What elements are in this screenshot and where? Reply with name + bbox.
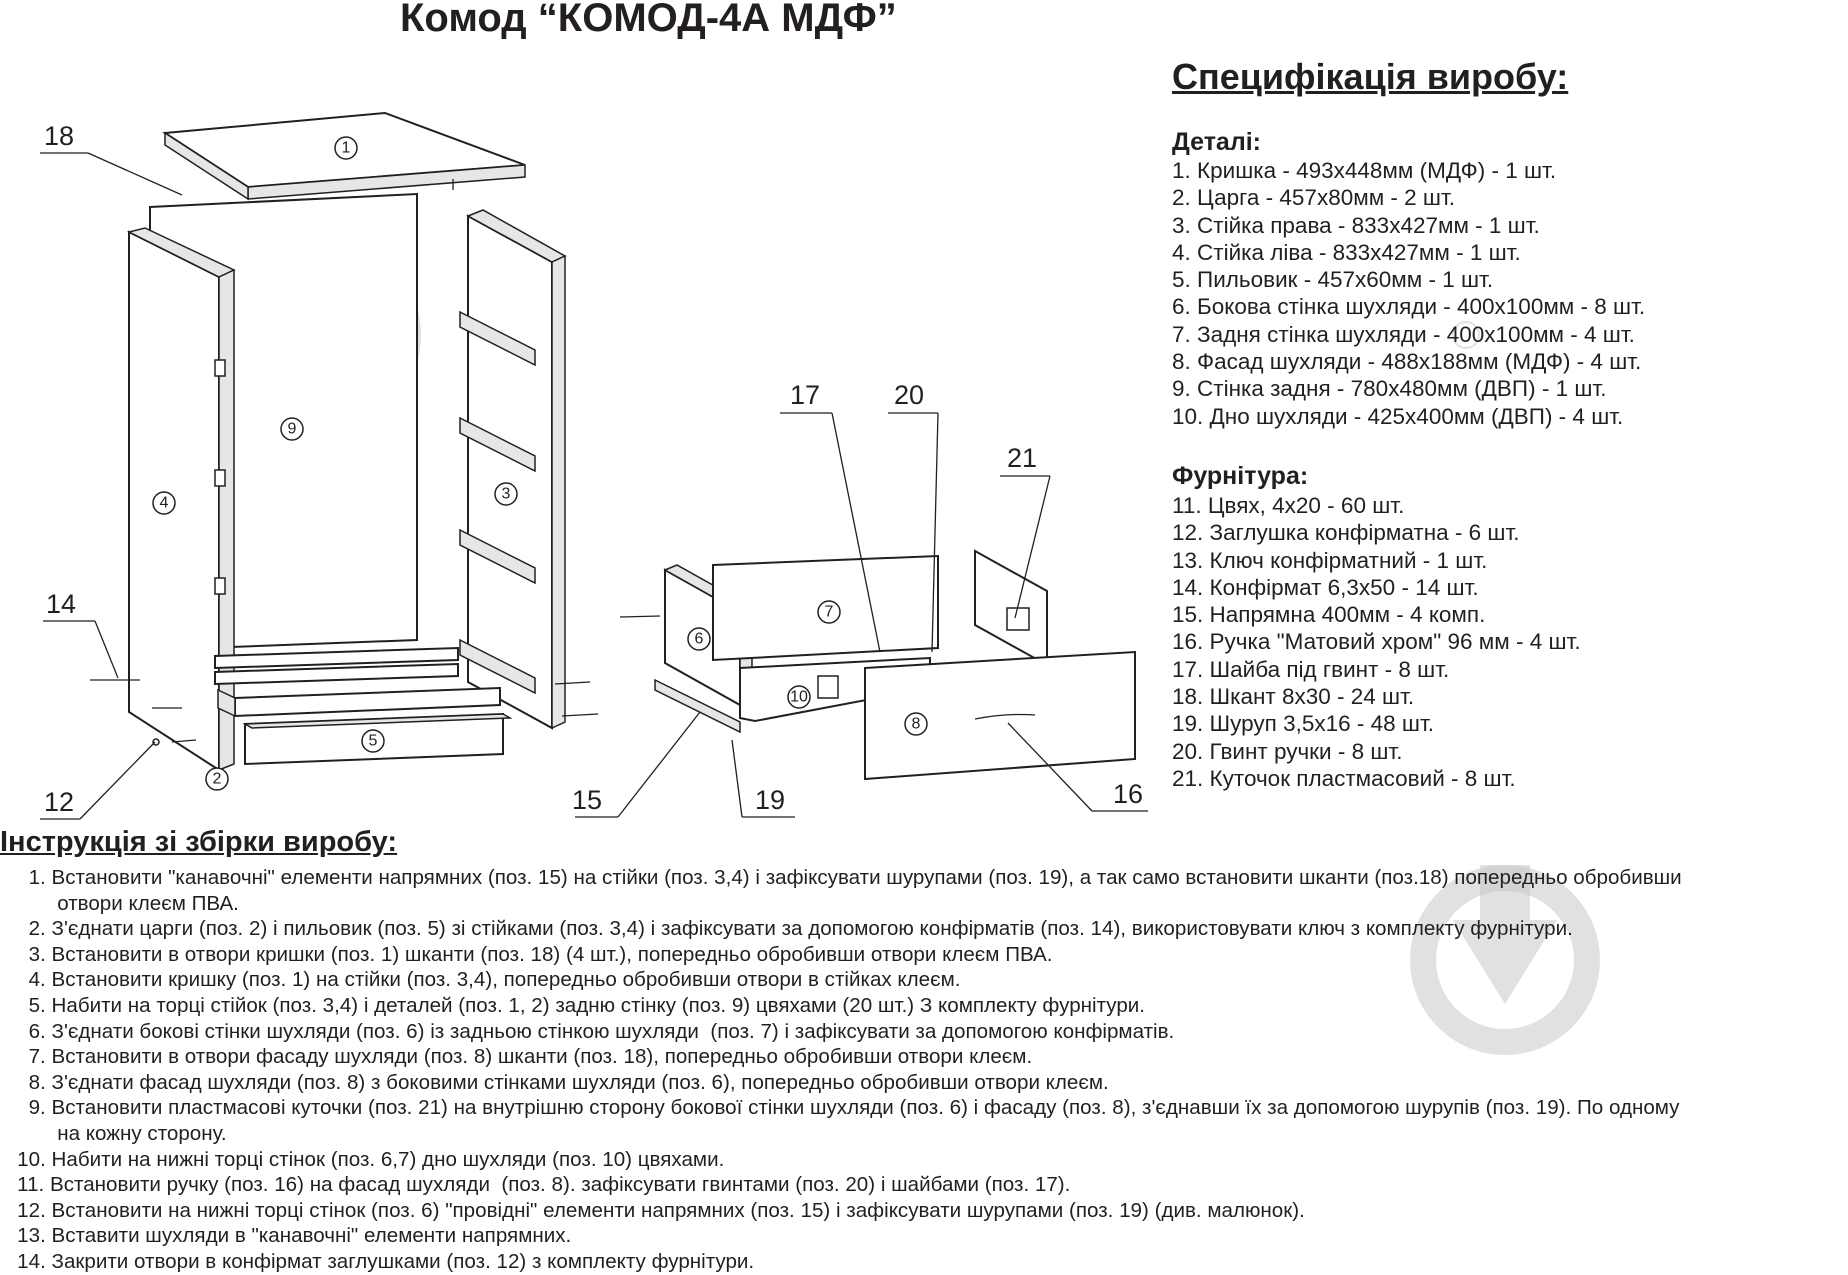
instruction-step: 3. Встановити в отвори кришки (поз. 1) шканти (поз. 18) (4 шт.), попередньо обробивши отвори клеєм ПВА. [0,942,1053,966]
hardware-item: 18. Шкант 8х30 - 24 шт. [1172,684,1415,710]
hardware-item: 15. Напрямна 400мм - 4 комп. [1172,602,1486,628]
part-number-7: 7 [824,603,834,621]
details-heading: Деталі: [1172,128,1261,156]
part-left-side [129,228,234,770]
instruction-step: 1. Встановити "канавочні" елементи напрямних (поз. 15) на стійки (поз. 3,4) і зафіксувати шурупами (поз. 19), а так само встановити шканти (поз.18) попередньо обробивши [0,866,1682,889]
document-title: Комод “КОМОД-4А МДФ” [400,0,897,40]
callout-18: 18 [44,121,75,151]
callout-14: 14 [46,589,77,619]
callout-12: 12 [44,787,75,817]
hardware-item: 14. Конфірмат 6,3х50 - 14 шт. [1172,574,1479,600]
part-right-side [468,210,565,728]
instructions-heading: Інструкція зі збірки виробу: [0,826,398,858]
detail-item: 8. Фасад шухляди - 488х188мм (МДФ) - 4 шт. [1172,349,1642,375]
detail-item: 3. Стійка права - 833х427мм - 1 шт. [1172,212,1540,238]
detail-item: 6. Бокова стінка шухляди - 400х100мм - 8 шт. [1172,294,1646,320]
instruction-step: 5. Набити на торці стійок (поз. 3,4) і деталей (поз. 1, 2) задню стінку (поз. 9) цвяхами (20 шт.) З комплекту фурнітури. [0,993,1146,1017]
hardware-item: 20. Гвинт ручки - 8 шт. [1172,738,1403,764]
instruction-step: 9. Встановити пластмасові куточки (поз. 21) на внутрішню сторону бокової стінки шухляди (поз. 6) і фасаду (поз. 8), з'єднавши їх за допомогою шурупів (поз. 19). По одному [0,1096,1680,1120]
instruction-step: 12. Встановити на нижні торці стінок (поз. 6) "провідні" елементи напрямних (поз. 15) і зафіксувати шурупами (поз. 19) (див. малюнок). [0,1198,1305,1222]
details-list [1172,157,1645,430]
detail-item: 9. Стінка задня - 780х480мм (ДВП) - 1 шт. [1172,376,1607,402]
instruction-step: 11. Встановити ручку (поз. 16) на фасад шухляди (поз. 8). зафіксувати гвинтами (поз. 20) і шайбами (поз. 17). [0,1173,1071,1197]
instruction-step: 13. Вставити шухляди в "канавочні" елементи напрямних. [0,1224,572,1248]
detail-item: 2. Царга - 457х80мм - 2 шт. [1172,185,1456,211]
callout-16: 16 [1113,779,1144,809]
spec-heading: Специфікація виробу: [1172,56,1569,97]
callout-15: 15 [572,785,603,815]
hardware-item: 17. Шайба під гвинт - 8 шт. [1172,656,1450,682]
detail-item: 4. Стійка ліва - 833х427мм - 1 шт. [1172,239,1521,265]
callout-19: 19 [755,785,786,815]
detail-item: 1. Кришка - 493х448мм (МДФ) - 1 шт. [1172,158,1557,183]
callout-17: 17 [790,380,821,410]
part-number-9: 9 [287,420,297,438]
hardware-heading: Фурнітура: [1172,462,1309,490]
instructions-list [0,865,1848,1275]
detail-item: 7. Задня стінка шухляди - 400х100мм - 4 шт. [1172,321,1635,347]
part-number-6: 6 [694,630,704,648]
instruction-step: 4. Встановити кришку (поз. 1) на стійки (поз. 3,4), попередньо обробивши отвори в стійках клеєм. [0,968,961,992]
hardware-item: 16. Ручка "Матовий хром" 96 мм - 4 шт. [1172,629,1581,655]
hardware-item: 21. Куточок пластмасовий - 8 шт. [1172,765,1516,791]
hardware-list [1172,492,1581,792]
part-number-3: 3 [501,485,511,503]
instruction-step: 10. Набити на нижні торці стінок (поз. 6,7) дно шухляди (поз. 10) цвяхами. [0,1147,725,1171]
part-number-8: 8 [911,715,921,733]
hardware-item: 11. Цвях, 4х20 - 60 шт. [1172,493,1405,518]
part-rails [215,648,500,716]
hardware-item: 13. Ключ конфірматний - 1 шт. [1172,547,1488,573]
instruction-step: 6. З'єднати бокові стінки шухляди (поз. 6) із задньою стінкою шухляди (поз. 7) і зафіксувати за допомогою конфірматів. [0,1019,1175,1043]
instruction-step: на кожну сторону. [0,1121,227,1145]
part-number-1: 1 [341,139,351,157]
detail-item: 10. Дно шухляди - 425х400мм (ДВП) - 4 шт. [1172,403,1624,429]
detail-item: 5. Пильовик - 457х60мм - 1 шт. [1172,267,1494,293]
hardware-item: 12. Заглушка конфірматна - 6 шт. [1172,520,1520,546]
instruction-step: 8. З'єднати фасад шухляди (поз. 8) з боковими стінками шухляди (поз. 6), попередньо обробивши отвори клеєм. [0,1070,1109,1094]
instruction-step: 2. З'єднати царги (поз. 2) і пильовик (поз. 5) зі стійками (поз. 3,4) і зафіксувати за допомогою конфірматів (поз. 14), використовувати ключ з комплекту фурнітури. [0,917,1573,941]
part-number-10: 10 [790,688,808,706]
hardware-item: 19. Шуруп 3,5х16 - 48 шт. [1172,711,1435,737]
instruction-step: 14. Закрити отвори в конфірмат заглушками (поз. 12) з комплекту фурнітури. [0,1249,755,1273]
instruction-step: 7. Встановити в отвори фасаду шухляди (поз. 8) шканти (поз. 18), попередньо обробивши отвори клеєм. [0,1045,1033,1069]
part-number-5: 5 [368,732,378,750]
part-number-2: 2 [212,770,222,788]
instruction-step: отвори клеєм ПВА. [0,891,239,915]
callout-20: 20 [894,380,925,410]
callout-21: 21 [1007,443,1038,473]
part-number-4: 4 [159,494,169,512]
part-drawer-front [865,652,1135,779]
